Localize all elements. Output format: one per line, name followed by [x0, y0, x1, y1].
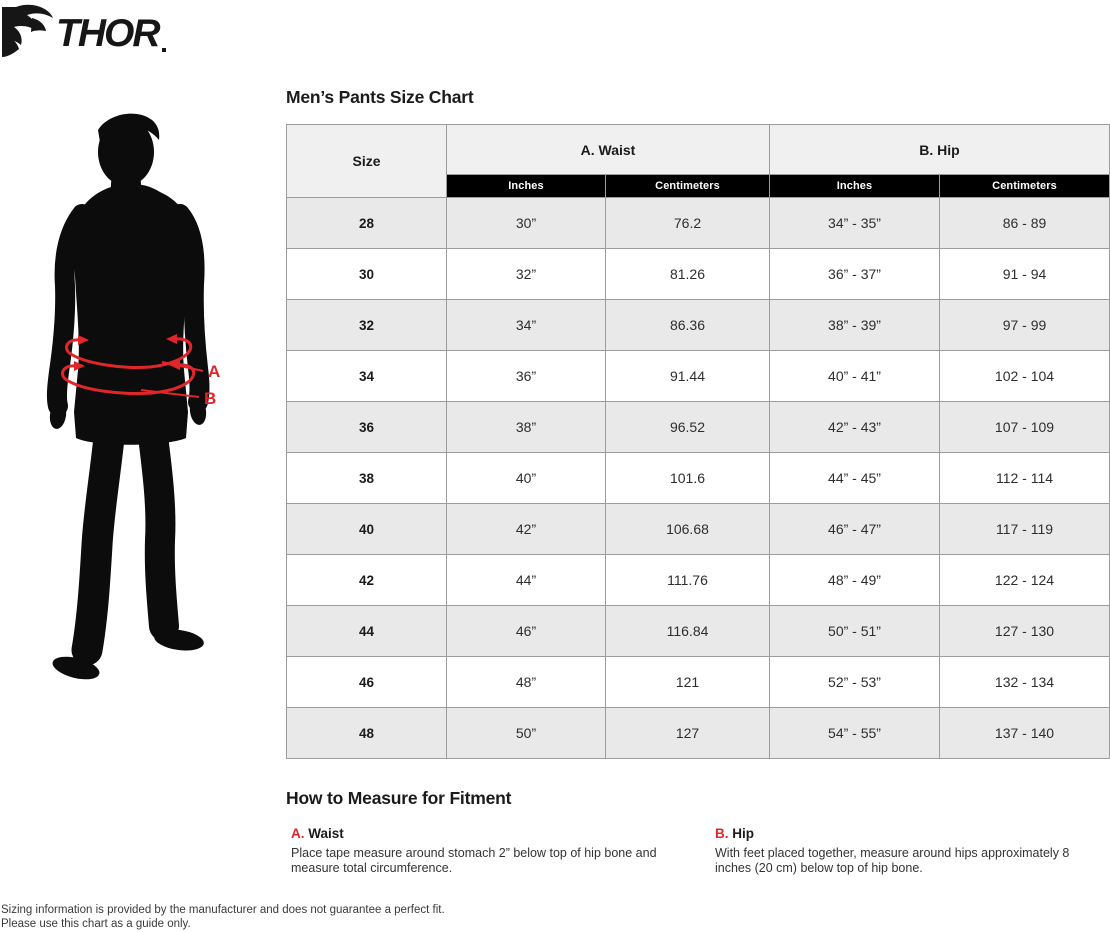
- waist-inches-cell: 36”: [447, 351, 606, 402]
- waist-centimeters-cell: 81.26: [606, 249, 770, 300]
- waist-centimeters-cell: 111.76: [606, 555, 770, 606]
- howto-hip-letter: B.: [715, 826, 729, 841]
- size-cell: 28: [287, 198, 447, 249]
- table-row: [287, 249, 1110, 300]
- table-row: [287, 453, 1110, 504]
- hip-inches-cell: 42” - 43”: [770, 402, 940, 453]
- hip-centimeters-header: Centimeters: [940, 175, 1110, 198]
- table-row: [287, 300, 1110, 351]
- size-cell: 40: [287, 504, 447, 555]
- torso: [72, 184, 190, 445]
- table-row: [287, 708, 1110, 759]
- right-leg: [152, 428, 164, 626]
- size-cell: 38: [287, 453, 447, 504]
- waist-inches-cell: 46”: [447, 606, 606, 657]
- page-title: Men’s Pants Size Chart: [286, 87, 474, 107]
- table-row: [287, 555, 1110, 606]
- brand-name-text: THOR: [56, 12, 159, 55]
- hip-inches-cell: 48” - 49”: [770, 555, 940, 606]
- size-cell: 36: [287, 402, 447, 453]
- hip-inches-cell: 54” - 55”: [770, 708, 940, 759]
- hip-centimeters-cell: 117 - 119: [940, 504, 1110, 555]
- size-cell: 42: [287, 555, 447, 606]
- size-cell: 34: [287, 351, 447, 402]
- hip-inches-cell: 40” - 41”: [770, 351, 940, 402]
- wordmark-dot: [162, 48, 166, 52]
- hip-centimeters-cell: 132 - 134: [940, 657, 1110, 708]
- thor-logo: [2, 4, 180, 58]
- waist-centimeters-cell: 127: [606, 708, 770, 759]
- howto-waist-item: [291, 826, 696, 876]
- howto-waist-heading: [291, 826, 696, 841]
- size-cell: 30: [287, 249, 447, 300]
- howto-hip-heading: [715, 826, 1107, 841]
- hip-centimeters-cell: 91 - 94: [940, 249, 1110, 300]
- hip-inches-header: Inches: [770, 175, 940, 198]
- waist-inches-header: Inches: [447, 175, 606, 198]
- hip-centimeters-cell: 86 - 89: [940, 198, 1110, 249]
- size-cell: 44: [287, 606, 447, 657]
- hip-centimeters-cell: 107 - 109: [940, 402, 1110, 453]
- hip-inches-cell: 38” - 39”: [770, 300, 940, 351]
- hip-inches-cell: 50” - 51”: [770, 606, 940, 657]
- waist-centimeters-cell: 121: [606, 657, 770, 708]
- waist-inches-cell: 44”: [447, 555, 606, 606]
- table-row: [287, 351, 1110, 402]
- waist-centimeters-cell: 116.84: [606, 606, 770, 657]
- size-cell: 46: [287, 657, 447, 708]
- waist-inches-cell: 34”: [447, 300, 606, 351]
- disclaimer-line-2: Please use this chart as a guide only.: [1, 918, 191, 930]
- hip-inches-cell: 36” - 37”: [770, 249, 940, 300]
- waist-inches-cell: 30”: [447, 198, 606, 249]
- size-column-header: Size: [287, 125, 447, 198]
- howto-hip-item: [715, 826, 1107, 876]
- waist-centimeters-cell: 106.68: [606, 504, 770, 555]
- waist-inches-cell: 40”: [447, 453, 606, 504]
- waist-centimeters-cell: 76.2: [606, 198, 770, 249]
- howto-hip-description: With feet placed together, measure around hips approximately 8 inches (20 cm) below top of hip bone.: [715, 846, 1070, 875]
- howto-title: How to Measure for Fitment: [286, 788, 512, 808]
- howto-waist-letter: A.: [291, 826, 305, 841]
- hip-centimeters-cell: 122 - 124: [940, 555, 1110, 606]
- table-row: [287, 402, 1110, 453]
- left-leg: [87, 428, 110, 650]
- waist-inches-cell: 32”: [447, 249, 606, 300]
- waist-inches-cell: 50”: [447, 708, 606, 759]
- howto-hip-name: Hip: [732, 826, 755, 841]
- body-silhouette: [48, 114, 208, 684]
- waist-centimeters-cell: 101.6: [606, 453, 770, 504]
- sizing-disclaimer: [1, 903, 445, 931]
- size-table-body: [287, 198, 1110, 759]
- label-a: A: [208, 362, 221, 381]
- hip-centimeters-cell: 137 - 140: [940, 708, 1110, 759]
- howto-waist-name: Waist: [308, 826, 344, 841]
- label-b: B: [204, 389, 217, 408]
- hip-centimeters-cell: 102 - 104: [940, 351, 1110, 402]
- table-row: [287, 198, 1110, 249]
- hip-inches-cell: 46” - 47”: [770, 504, 940, 555]
- waist-centimeters-cell: 96.52: [606, 402, 770, 453]
- waist-inches-cell: 38”: [447, 402, 606, 453]
- hip-inches-cell: 44” - 45”: [770, 453, 940, 504]
- table-row: [287, 657, 1110, 708]
- size-cell: 48: [287, 708, 447, 759]
- hip-inches-cell: 34” - 35”: [770, 198, 940, 249]
- waist-centimeters-header: Centimeters: [606, 175, 770, 198]
- waist-centimeters-cell: 91.44: [606, 351, 770, 402]
- thor-wordmark: [56, 12, 166, 55]
- hip-centimeters-cell: 97 - 99: [940, 300, 1110, 351]
- howto-waist-description: Place tape measure around stomach 2” below top of hip bone and measure total circumference.: [291, 846, 657, 875]
- waist-inches-cell: 42”: [447, 504, 606, 555]
- measurement-figure: [38, 112, 253, 692]
- waist-group-header: A. Waist: [447, 125, 770, 175]
- hip-group-header: B. Hip: [770, 125, 1110, 175]
- table-header: [287, 125, 1110, 198]
- size-cell: 32: [287, 300, 447, 351]
- hip-inches-cell: 52” - 53”: [770, 657, 940, 708]
- table-row: [287, 606, 1110, 657]
- thor-goat-icon: [2, 5, 53, 57]
- disclaimer-line-1: Sizing information is provided by the manufacturer and does not guarantee a perfect fit.: [1, 904, 445, 916]
- waist-inches-cell: 48”: [447, 657, 606, 708]
- waist-centimeters-cell: 86.36: [606, 300, 770, 351]
- hip-centimeters-cell: 112 - 114: [940, 453, 1110, 504]
- table-row: [287, 504, 1110, 555]
- size-chart-table: [286, 124, 1110, 759]
- hip-centimeters-cell: 127 - 130: [940, 606, 1110, 657]
